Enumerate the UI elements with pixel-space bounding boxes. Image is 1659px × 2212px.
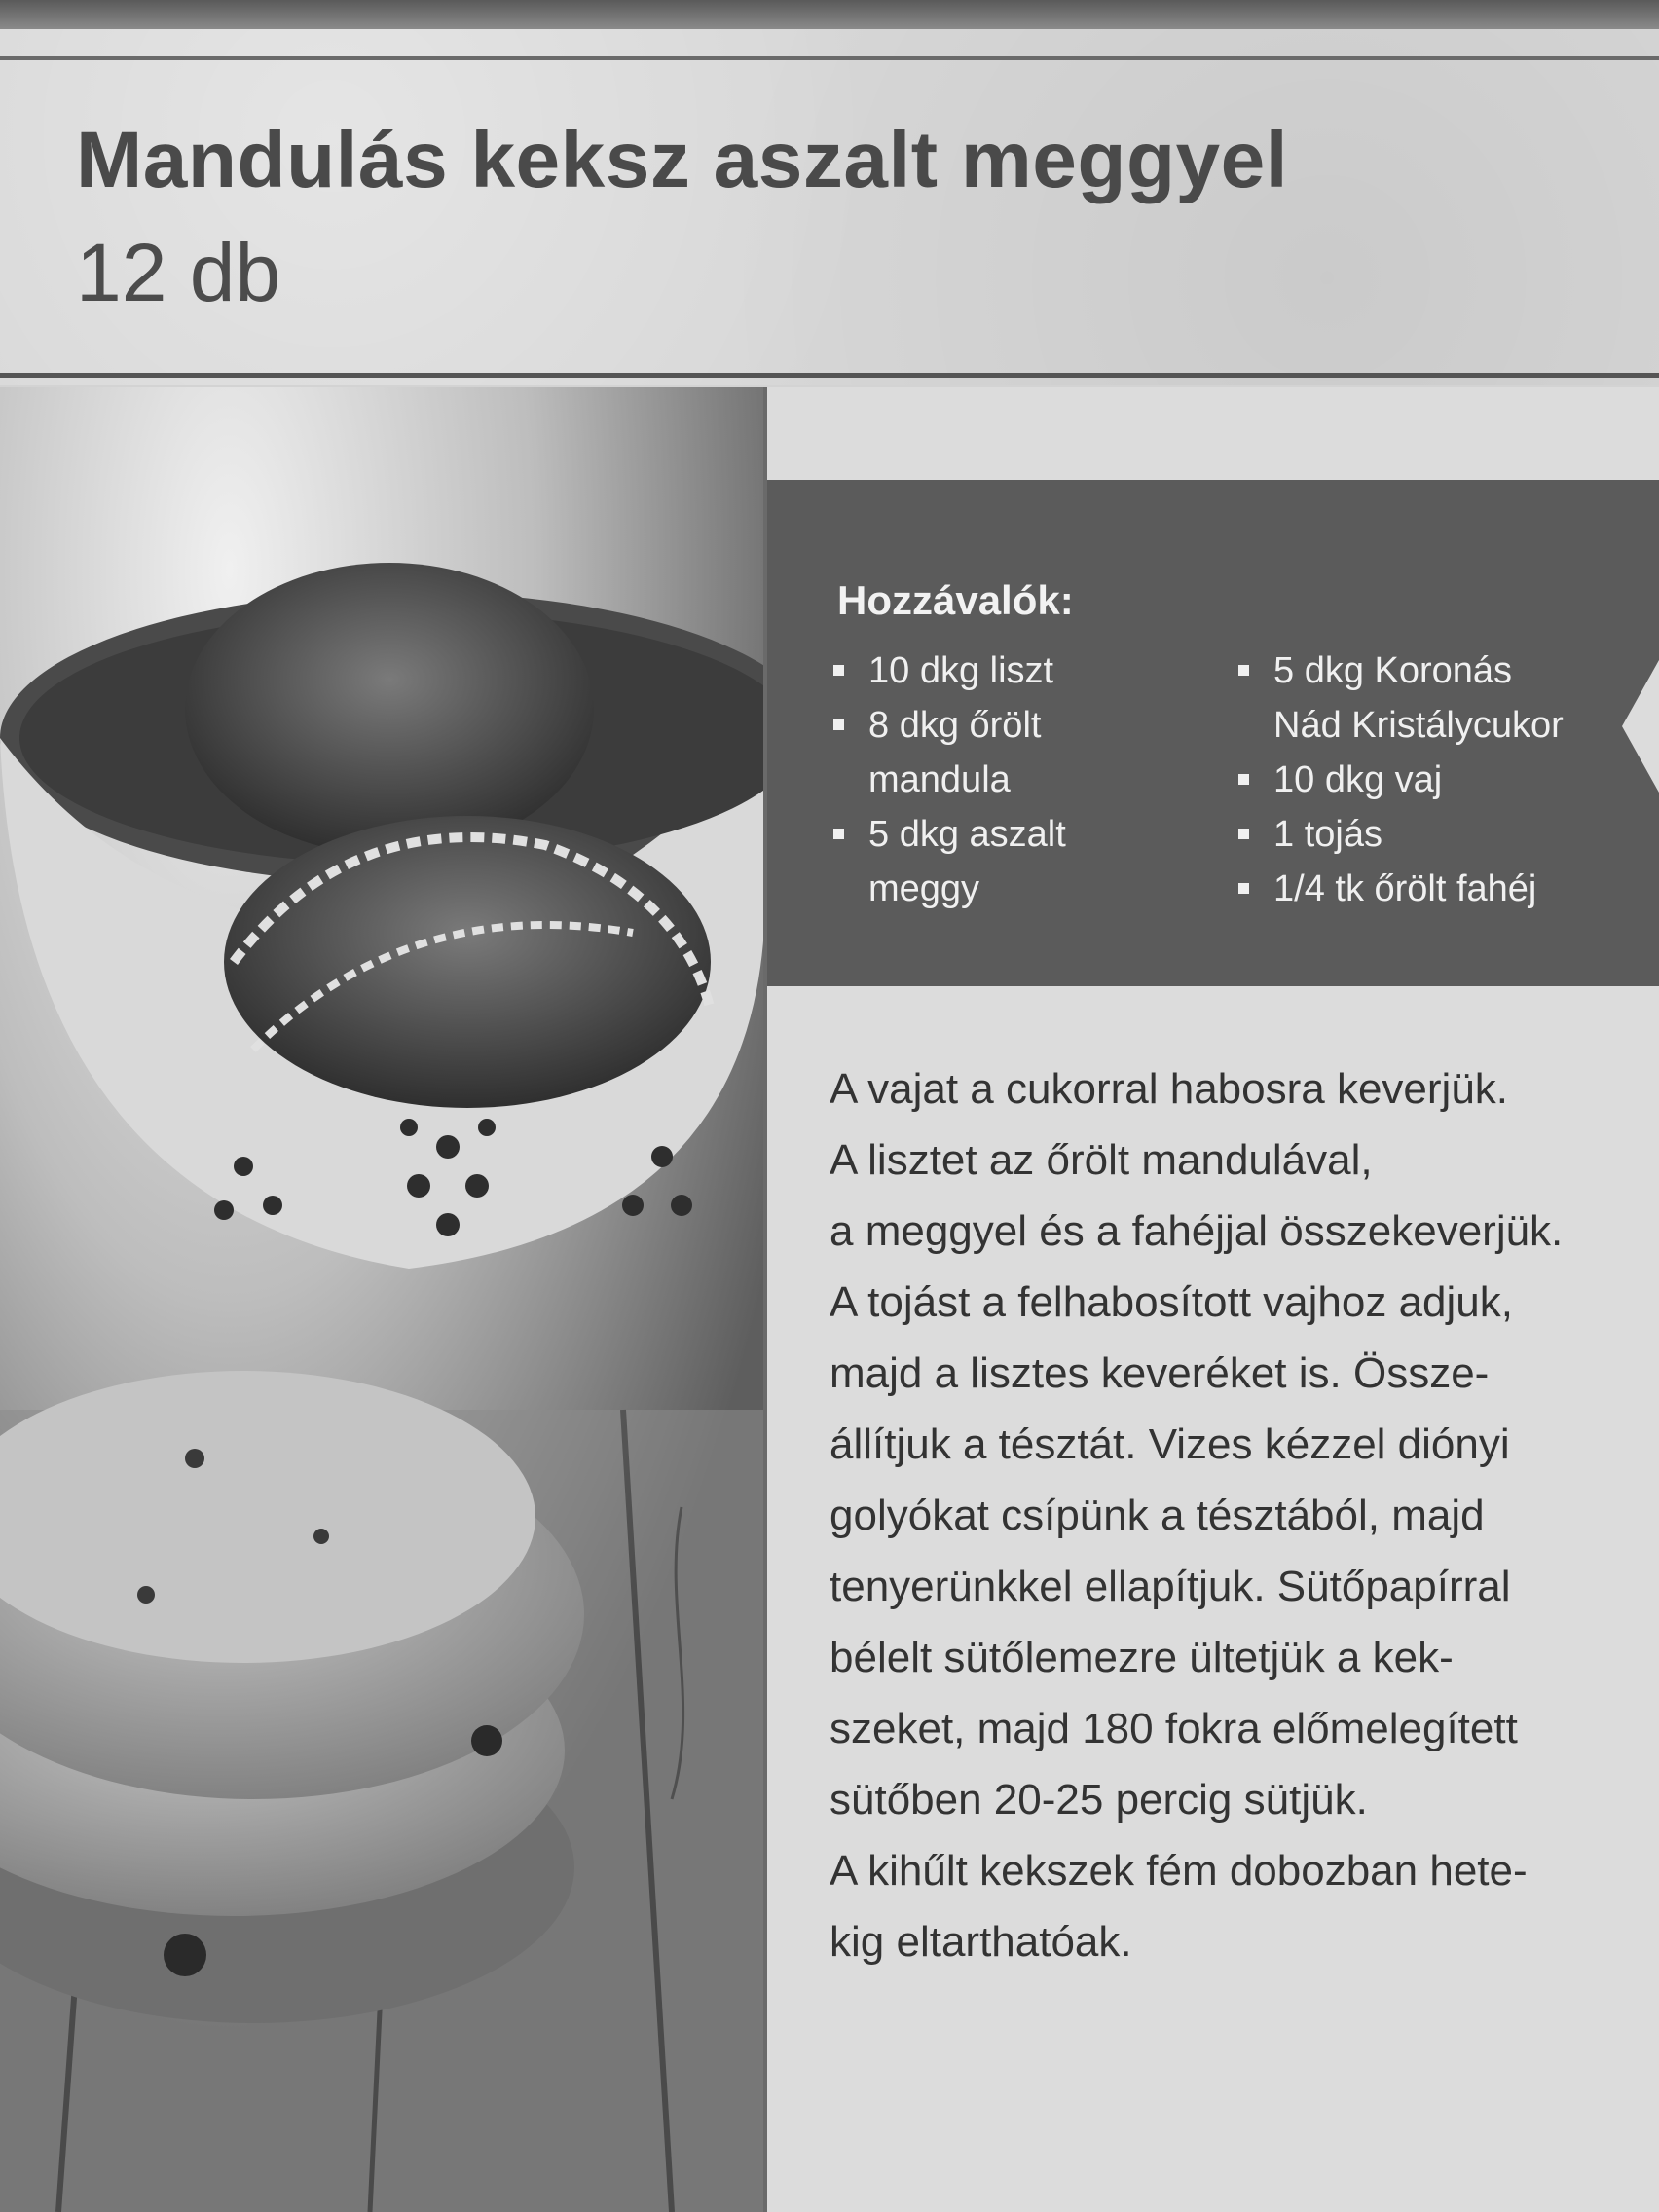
preparation-line: A kihűlt kekszek fém dobozban hete- xyxy=(830,1847,1528,1895)
preparation-line: a meggyel és a fahéjjal összekeverjük. xyxy=(830,1207,1564,1255)
recipe-yield: 12 db xyxy=(76,227,281,318)
preparation-line: A lisztet az őrölt mandulával, xyxy=(830,1136,1373,1184)
ingredients-heading: Hozzávalók: xyxy=(837,577,1074,623)
ingredients-column-1 xyxy=(828,644,1178,916)
preparation-line: állítjuk a tésztát. Vizes kézzel diónyi xyxy=(830,1420,1510,1468)
cookie-photo-illustration xyxy=(0,387,765,2212)
preparation-line: A tojást a felhabosított vajhoz adjuk, xyxy=(830,1278,1514,1326)
ingredient-item: 8 dkg őrölt mandula xyxy=(828,698,1178,807)
cookie-stack xyxy=(0,1371,584,2023)
ingredients-column-2 xyxy=(1233,644,1641,916)
ingredient-item: 5 dkg Koronás Nád Kristálycukor xyxy=(1233,644,1641,753)
preparation-text xyxy=(830,1053,1608,1977)
preparation-line: golyókat csípünk a tésztából, majd xyxy=(830,1492,1485,1539)
preparation-line: bélelt sütőlemezre ültetjük a kek- xyxy=(830,1634,1454,1681)
ingredient-item: 1/4 tk őrölt fahéj xyxy=(1233,862,1641,916)
header-top-rule xyxy=(0,56,1659,60)
recipe-title: Mandulás keksz aszalt meggyel xyxy=(76,116,1289,204)
preparation-line: szeket, majd 180 fokra előmelegített xyxy=(830,1705,1518,1752)
page-top-edge xyxy=(0,0,1659,29)
recipe-header xyxy=(0,29,1659,385)
cookie-photo xyxy=(0,387,765,2212)
header-bottom-rule xyxy=(0,373,1659,378)
ingredient-item: 5 dkg aszalt meggy xyxy=(828,807,1178,916)
ingredients-box xyxy=(767,480,1659,986)
preparation-line: majd a lisztes keveréket is. Össze- xyxy=(830,1349,1490,1397)
preparation-line: tenyerünkkel ellapítjuk. Sütőpapírral xyxy=(830,1563,1511,1610)
preparation-line: kig eltarthatóak. xyxy=(830,1918,1132,1966)
preparation-line: sütőben 20-25 percig sütjük. xyxy=(830,1776,1368,1824)
ingredient-item: 10 dkg liszt xyxy=(828,644,1178,698)
preparation-line: A vajat a cukorral habosra keverjük. xyxy=(830,1065,1509,1113)
ingredient-item: 10 dkg vaj xyxy=(1233,753,1641,807)
ingredient-item: 1 tojás xyxy=(1233,807,1641,862)
